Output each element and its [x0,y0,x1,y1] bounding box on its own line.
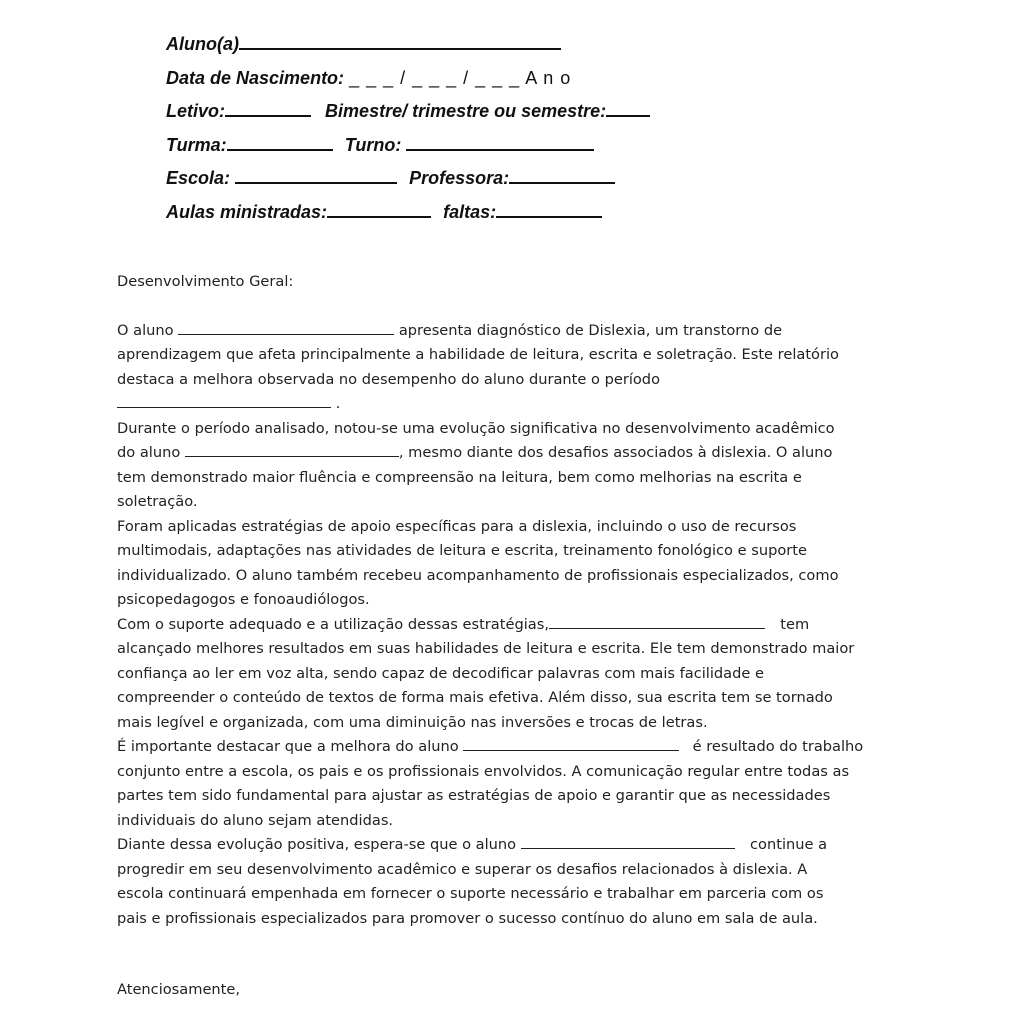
text-line: progredir em seu desenvolvimento acadêmico e superar os desafios relacionados à dislexia. A [117,860,808,878]
aluno-field[interactable] [239,31,561,50]
bimestre-label: Bimestre/ trimestre ou semestre: [325,101,607,122]
text-line: escola continuará empenhada em fornecer o suporte necessário e trabalhar em parceria com os [117,885,824,902]
header-row-turma [166,129,650,163]
bimestre-field[interactable] [606,98,650,117]
text-line: Durante o período analisado, notou-se uma evolução significativa no desenvolvimento acadêmico [117,419,835,437]
turno-field[interactable] [406,132,594,151]
faltas-label: faltas: [443,201,497,222]
text-line: multimodais, adaptações nas atividades de leitura e escrita, treinamento fonológico e suporte [117,542,807,559]
period-blank[interactable] [117,393,331,408]
text-fragment: . [335,395,341,412]
student-info-header [166,28,650,230]
text-line: alcançado melhores resultados em suas habilidades de leitura e escrita. Ele tem demonstrado maior [117,640,855,657]
text-fragment: do aluno [117,444,181,461]
escola-label: Escola: [166,168,231,189]
faltas-field[interactable] [496,199,602,218]
text-fragment: tem [780,615,810,633]
student-name-blank[interactable] [549,614,765,629]
report-body [117,270,917,931]
text-line: partes tem sido fundamental para ajustar as estratégias de apoio e garantir que as necessidades [117,787,831,804]
text-fragment: , mesmo diante dos desafios associados à dislexia. O aluno [398,444,833,461]
text-line: soletração. [117,493,198,510]
text-line: conjunto entre a escola, os pais e os profissionais envolvidos. A comunicação regular entre todas as [117,762,850,780]
text-line: aprendizagem que afeta principalmente a habilidade de leitura, escrita e soletração. Este relatório [117,346,839,363]
turno-label: Turno: [344,134,402,155]
header-row-aulas [166,196,650,230]
text-line: confiança ao ler em voz alta, sendo capaz de decodificar palavras com mais facilidade e [117,664,764,682]
text-line: compreender o conteúdo de textos de forma mais efetiva. Além disso, sua escrita tem se tornado [117,689,833,706]
letivo-label: Letivo: [166,101,226,122]
section-heading: Desenvolvimento Geral: [117,273,294,290]
text-fragment: continue a [750,836,828,853]
header-row-letivo [166,95,650,129]
text-line: pais e profissionais especializados para promover o sucesso contínuo do aluno em sala de aula. [117,909,818,927]
aluno-label: Aluno(a) [166,34,239,54]
closing-salutation: Atenciosamente, [117,981,241,998]
text-line [117,392,917,417]
student-name-blank[interactable] [178,320,394,335]
text-line: individualizado. O aluno também recebeu acompanhamento de profissionais especializados, como [117,566,839,584]
text-fragment: Diante dessa evolução positiva, espera-se que o aluno [117,836,517,853]
escola-field[interactable] [235,165,397,184]
header-row-aluno [166,28,650,62]
text-fragment: é resultado do trabalho [692,738,864,755]
professora-label: Professora: [409,168,510,189]
text-line [117,441,917,466]
text-line [117,613,917,638]
text-line [117,319,917,344]
text-line: mais legível e organizada, com uma diminuição nas inversões e trocas de letras. [117,713,708,731]
text-line: individuais do aluno sejam atendidas. [117,811,394,829]
nascimento-label: Data de Nascimento: [166,67,345,88]
header-row-nascimento [166,62,650,96]
text-fragment: apresenta diagnóstico de Dislexia, um transtorno de [398,321,783,339]
ano-label: A n o [525,67,572,88]
text-line [117,833,917,858]
text-line: Foram aplicadas estratégias de apoio específicas para a dislexia, incluindo o uso de recursos [117,517,797,535]
header-row-escola [166,162,650,196]
text-line: psicopedagogos e fonoaudiólogos. [117,591,370,608]
professora-field[interactable] [509,165,615,184]
text-line: destaca a melhora observada no desempenho do aluno durante o período [117,370,660,388]
text-fragment: É importante destacar que a melhora do aluno [117,738,459,755]
turma-field[interactable] [227,132,333,151]
text-fragment: Com o suporte adequado e a utilização dessas estratégias, [117,615,549,633]
aulas-label: Aulas ministradas: [166,201,328,222]
turma-label: Turma: [166,134,227,155]
text-fragment: O aluno [117,321,174,339]
letivo-field[interactable] [225,98,311,117]
nascimento-field[interactable]: _ _ _ / _ _ _ / _ _ _ [349,67,521,88]
text-line: tem demonstrado maior fluência e compreensão na leitura, bem como melhorias na escrita e [117,468,802,486]
student-name-blank[interactable] [463,736,679,751]
aulas-field[interactable] [327,199,431,218]
text-line [117,735,917,760]
student-name-blank[interactable] [185,442,399,457]
student-name-blank[interactable] [521,834,735,849]
